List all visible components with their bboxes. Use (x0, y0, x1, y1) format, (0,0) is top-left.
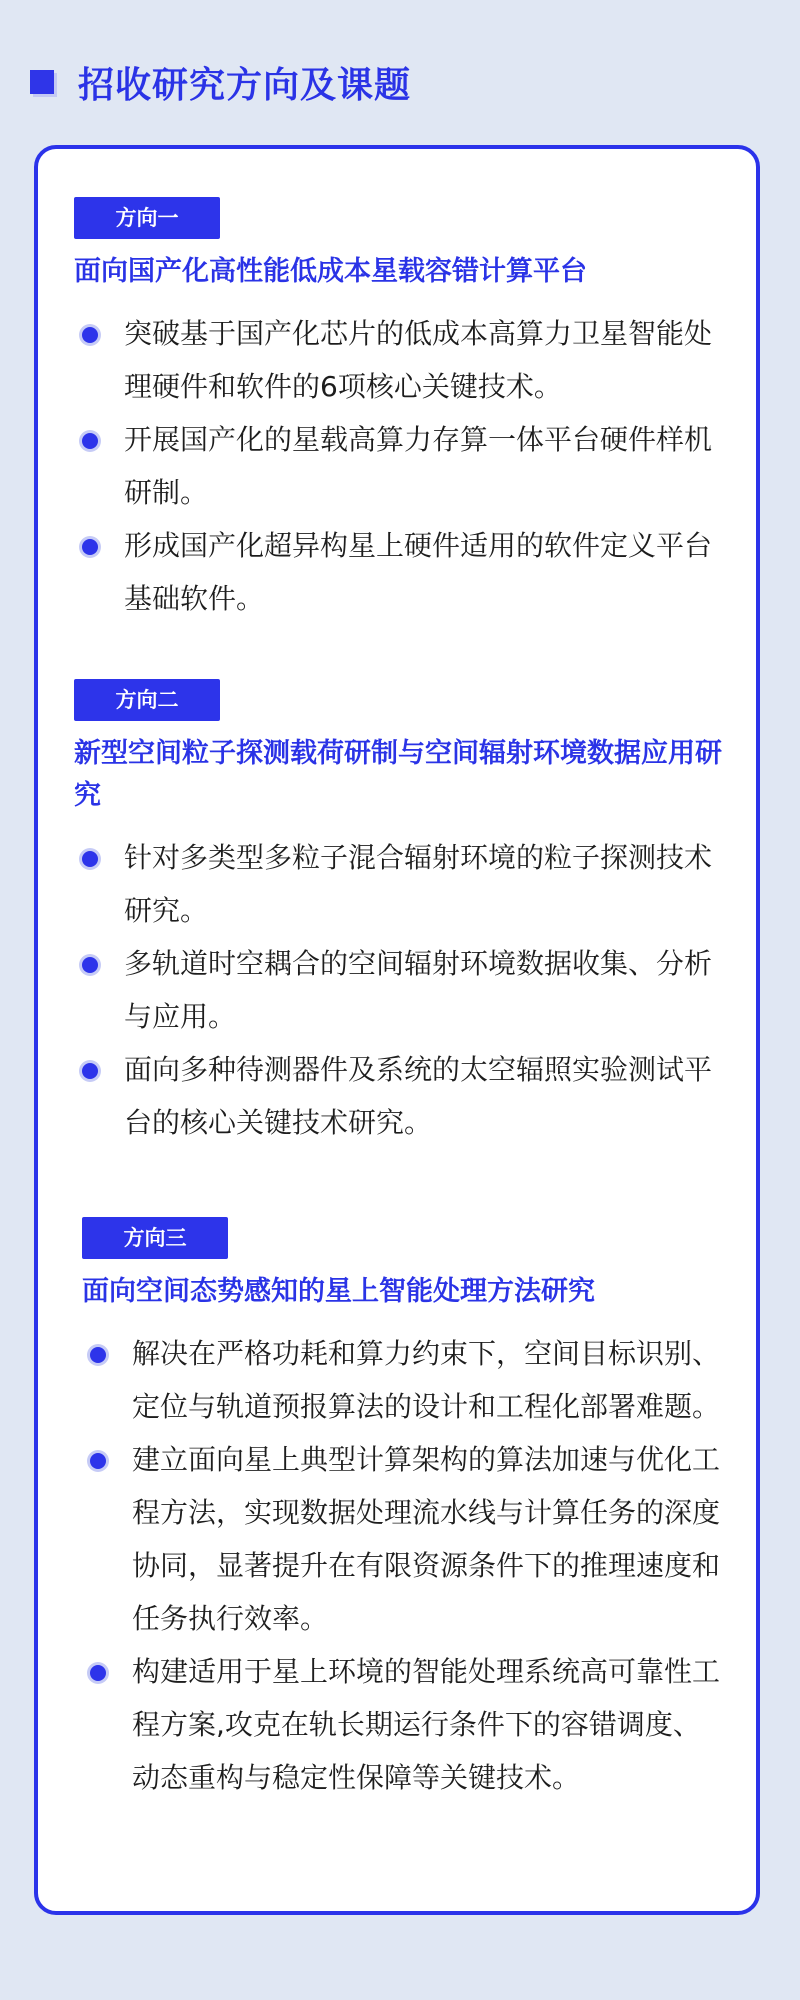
page-title: 招收研究方向及课题 (78, 64, 412, 106)
bullet-dot-icon (82, 851, 98, 867)
list-item-text: 构建适用于星上环境的智能处理系统高可靠性工程方案,攻克在轨长期运行条件下的容错调度、动态重构与稳定性保障等关键技术。 (132, 1655, 721, 1794)
page-header (30, 54, 411, 110)
list-item-text: 形成国产化超异构星上硬件适用的软件定义平台基础软件。 (124, 529, 713, 615)
section-tag: 方向一 (74, 197, 220, 239)
bullet-list (74, 307, 726, 625)
list-item-text: 突破基于国产化芯片的低成本高算力卫星智能处理硬件和软件的6项核心关键技术。 (124, 317, 713, 403)
list-item (74, 413, 726, 519)
bullet-list (74, 831, 726, 1149)
list-item (74, 519, 726, 625)
list-item-text: 解决在严格功耗和算力约束下，空间目标识别、定位与轨道预报算法的设计和工程化部署难题。 (132, 1337, 721, 1423)
list-item (74, 307, 726, 413)
section-title: 新型空间粒子探测载荷研制与空间辐射环境数据应用研究 (74, 738, 722, 811)
section-title: 面向国产化高性能低成本星载容错计算平台 (74, 256, 587, 287)
list-item (82, 1645, 726, 1804)
bullet-dot-icon (82, 1063, 98, 1079)
list-item (74, 1043, 726, 1149)
list-item-text: 针对多类型多粒子混合辐射环境的粒子探测技术研究。 (124, 841, 713, 927)
square-bullet-icon (30, 70, 54, 94)
section-tag: 方向二 (74, 679, 220, 721)
bullet-dot-icon (90, 1347, 106, 1363)
list-item (82, 1433, 726, 1645)
list-item (82, 1327, 726, 1433)
section-direction-2 (74, 679, 726, 1149)
bullet-dot-icon (90, 1453, 106, 1469)
section-title: 面向空间态势感知的星上智能处理方法研究 (82, 1276, 595, 1307)
section-tag: 方向三 (82, 1217, 228, 1259)
bullet-dot-icon (82, 327, 98, 343)
list-item (74, 937, 726, 1043)
content-card (34, 145, 760, 1915)
bullet-dot-icon (82, 539, 98, 555)
list-item-text: 多轨道时空耦合的空间辐射环境数据收集、分析与应用。 (124, 947, 713, 1033)
list-item-text: 建立面向星上典型计算架构的算法加速与优化工程方法，实现数据处理流水线与计算任务的深度协同，显著提升在有限资源条件下的推理速度和任务执行效率。 (132, 1443, 721, 1635)
bullet-dot-icon (90, 1665, 106, 1681)
bullet-dot-icon (82, 433, 98, 449)
bullet-dot-icon (82, 957, 98, 973)
section-direction-1 (74, 197, 726, 625)
list-item-text: 开展国产化的星载高算力存算一体平台硬件样机研制。 (124, 423, 713, 509)
list-item-text: 面向多种待测器件及系统的太空辐照实验测试平台的核心关键技术研究。 (124, 1053, 713, 1139)
section-direction-3 (82, 1217, 726, 1804)
list-item (74, 831, 726, 937)
bullet-list (82, 1327, 726, 1804)
